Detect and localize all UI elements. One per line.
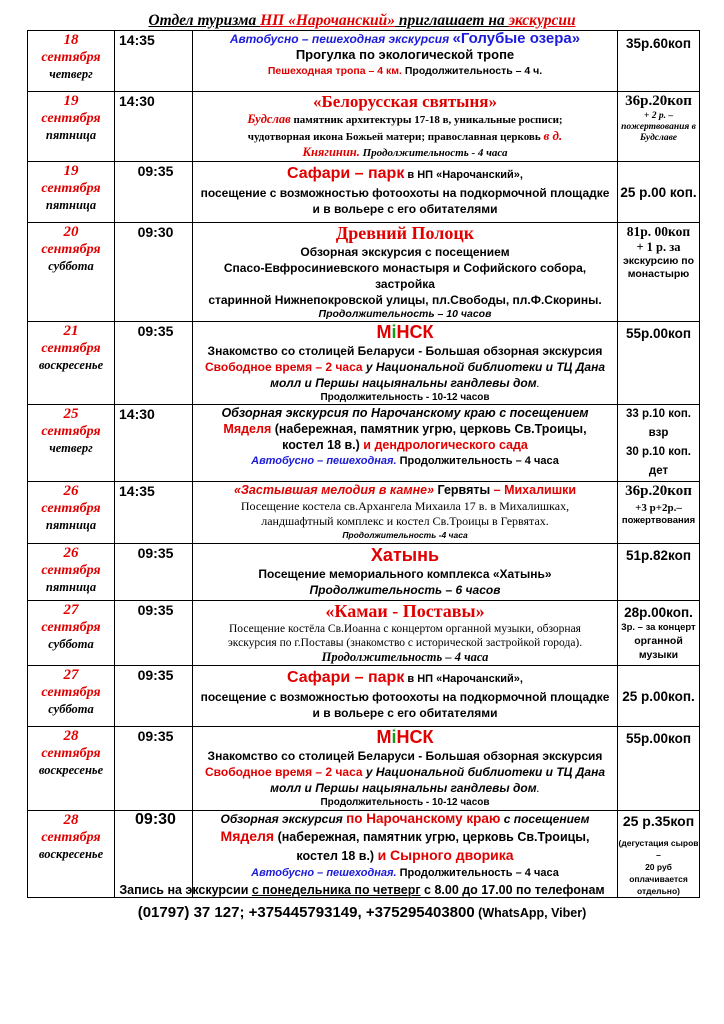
date-cell: 28 сентября воскресенье bbox=[28, 811, 115, 898]
date-cell: 19 сентября пятница bbox=[28, 92, 115, 162]
excursion-description: Сафари – парк в НП «Нарочанский», посещение с возможностью фотоохоты на подкормочной площадке и в вольере с его обитателями bbox=[193, 162, 618, 223]
table-row bbox=[28, 601, 700, 666]
date-cell: 27 сентября суббота bbox=[28, 666, 115, 727]
date-cell: 28 сентября воскресенье bbox=[28, 727, 115, 811]
booking-info: Запись на экскурсии с понедельника по четверг с 8.00 до 17.00 по телефонам bbox=[119, 883, 605, 897]
excursion-description: «Белорусская святыня» Будслав памятник архитектуры 17-18 в, уникальные росписи; чудотворная икона Божьей матери; православная церковь в д. Княгинин. Продолжительность - 4 часа bbox=[193, 92, 618, 162]
time-cell: 09:35 bbox=[115, 162, 193, 223]
price-cell: 36р.20коп +3 р+2р.– пожертвования bbox=[618, 482, 700, 544]
excursion-description: Автобусно – пешеходная экскурсия «Голубые озера» Прогулка по экологической тропе Пешеходная тропа – 4 км. Продолжительность – 4 ч. bbox=[193, 31, 618, 92]
table-row bbox=[28, 727, 700, 811]
time-cell: 14:30 bbox=[115, 92, 193, 162]
price-cell: 55р.00коп bbox=[618, 727, 700, 811]
price-cell: 25 р.00коп. bbox=[618, 666, 700, 727]
date-cell: 26 сентября пятница bbox=[28, 482, 115, 544]
excursion-description: МіНСК Знакомство со столицей Беларуси - Большая обзорная экскурсия Свободное время – 2 часа у Национальной библиотеки и ТЦ Дана молл и Першы нацыянальны гандлевы дом. Продолжительность - 10-12 часов bbox=[193, 727, 618, 811]
time-cell: 09:30 bbox=[115, 223, 193, 322]
excursion-description: Древний Полоцк Обзорная экскурсия с посещением Спасо-Евфросиниевского монастыря и Софийского собора, застройка старинной Нижнепокровской улицы, пл.Свободы, пл.Ф.Скорины. Продолжительность – 10 часов bbox=[193, 223, 618, 322]
page-title: Отдел туризма НП «Нарочанский» приглашает на экскурсии bbox=[148, 12, 576, 29]
date-cell: 19 сентября пятница bbox=[28, 162, 115, 223]
price-cell: 55р.00коп bbox=[618, 322, 700, 405]
date-cell: 27 сентября суббота bbox=[28, 601, 115, 666]
time-cell: 09:35 bbox=[115, 322, 193, 405]
date-cell: 25 сентября четверг bbox=[28, 405, 115, 482]
excursion-description: Сафари – парк в НП «Нарочанский», посещение с возможностью фотоохоты на подкормочной площадке и в вольере с его обитателями bbox=[193, 666, 618, 727]
price-cell: 51р.82коп bbox=[618, 544, 700, 601]
table-row bbox=[28, 31, 700, 92]
time-cell: 14:35 bbox=[115, 31, 193, 92]
contact-phones: (01797) 37 127; +375445793149, +375295403800 (WhatsApp, Viber) bbox=[137, 904, 587, 921]
table-row bbox=[28, 482, 700, 544]
price-cell: 25 р.00 коп. bbox=[618, 162, 700, 223]
time-cell: 09:30 bbox=[115, 811, 193, 898]
time-cell: 09:35 bbox=[115, 666, 193, 727]
price-cell: 36р.20коп + 2 р. – пожертвования в Будславе bbox=[618, 92, 700, 162]
table-row bbox=[28, 223, 700, 322]
excursion-description: «Камаи - Поставы» Посещение костёла Св.Иоанна с концертом органной музыки, обзорная экскурсия по г.Поставы (знакомство с исторической застройкой города). Продолжительность – 4 часа bbox=[193, 601, 618, 666]
time-cell: 14:35 bbox=[115, 482, 193, 544]
date-cell: 20 сентября суббота bbox=[28, 223, 115, 322]
price-cell: 81р. 00коп + 1 р. за экскурсию по монастырю bbox=[618, 223, 700, 322]
price-cell: 35р.60коп bbox=[618, 31, 700, 92]
date-cell: 26 сентября пятница bbox=[28, 544, 115, 601]
excursion-description: Хатынь Посещение мемориального комплекса «Хатынь» Продолжительность – 6 часов bbox=[193, 544, 618, 601]
excursion-description: «Застывшая мелодия в камне» Гервяты – Михалишки Посещение костела св.Архангела Михаила 17 в. в Михалишках, ландшафтный комплекс и костел Св.Троицы в Гервятах. Продолжительность -4 часа bbox=[193, 482, 618, 544]
price-cell: 28р.00коп. 3р. – за концерт органной музыки bbox=[618, 601, 700, 666]
excursion-description: Обзорная экскурсия по Нарочанскому краю с посещением Мяделя (набережная, памятник угрю, церковь Св.Троицы, костел 18 в.) и дендрологического сада Автобусно – пешеходная. Продолжительность – 4 часа bbox=[193, 405, 618, 482]
date-cell: 21 сентября воскресенье bbox=[28, 322, 115, 405]
date-cell: 18 сентября четверг bbox=[28, 31, 115, 92]
time-cell: 09:35 bbox=[115, 544, 193, 601]
time-cell: 09:35 bbox=[115, 601, 193, 666]
table-row bbox=[28, 162, 700, 223]
table-row bbox=[28, 666, 700, 727]
time-cell: 09:35 bbox=[115, 727, 193, 811]
time-cell: 14:30 bbox=[115, 405, 193, 482]
table-row bbox=[28, 92, 700, 162]
excursion-schedule-table bbox=[27, 30, 700, 898]
table-row bbox=[28, 544, 700, 601]
table-row bbox=[28, 405, 700, 482]
table-row bbox=[28, 322, 700, 405]
price-cell: 33 р.10 коп. взр 30 р.10 коп. дет bbox=[618, 405, 700, 482]
excursion-description: Обзорная экскурсия по Нарочанскому краю с посещением Мяделя (набережная, памятник угрю, церковь Св.Троицы, костел 18 в.) и Сырного дворика Автобусно – пешеходная. Продолжительность – 4 часа bbox=[193, 811, 618, 898]
excursion-description: МіНСК Знакомство со столицей Беларуси - Большая обзорная экскурсия Свободное время – 2 часа у Национальной библиотеки и ТЦ Дана молл и Першы нацыянальны гандлевы дом. Продолжительность - 10-12 часов bbox=[193, 322, 618, 405]
price-cell: 25 р.35коп (дегустация сыров – 20 руб оплачивается отдельно) bbox=[618, 811, 700, 898]
